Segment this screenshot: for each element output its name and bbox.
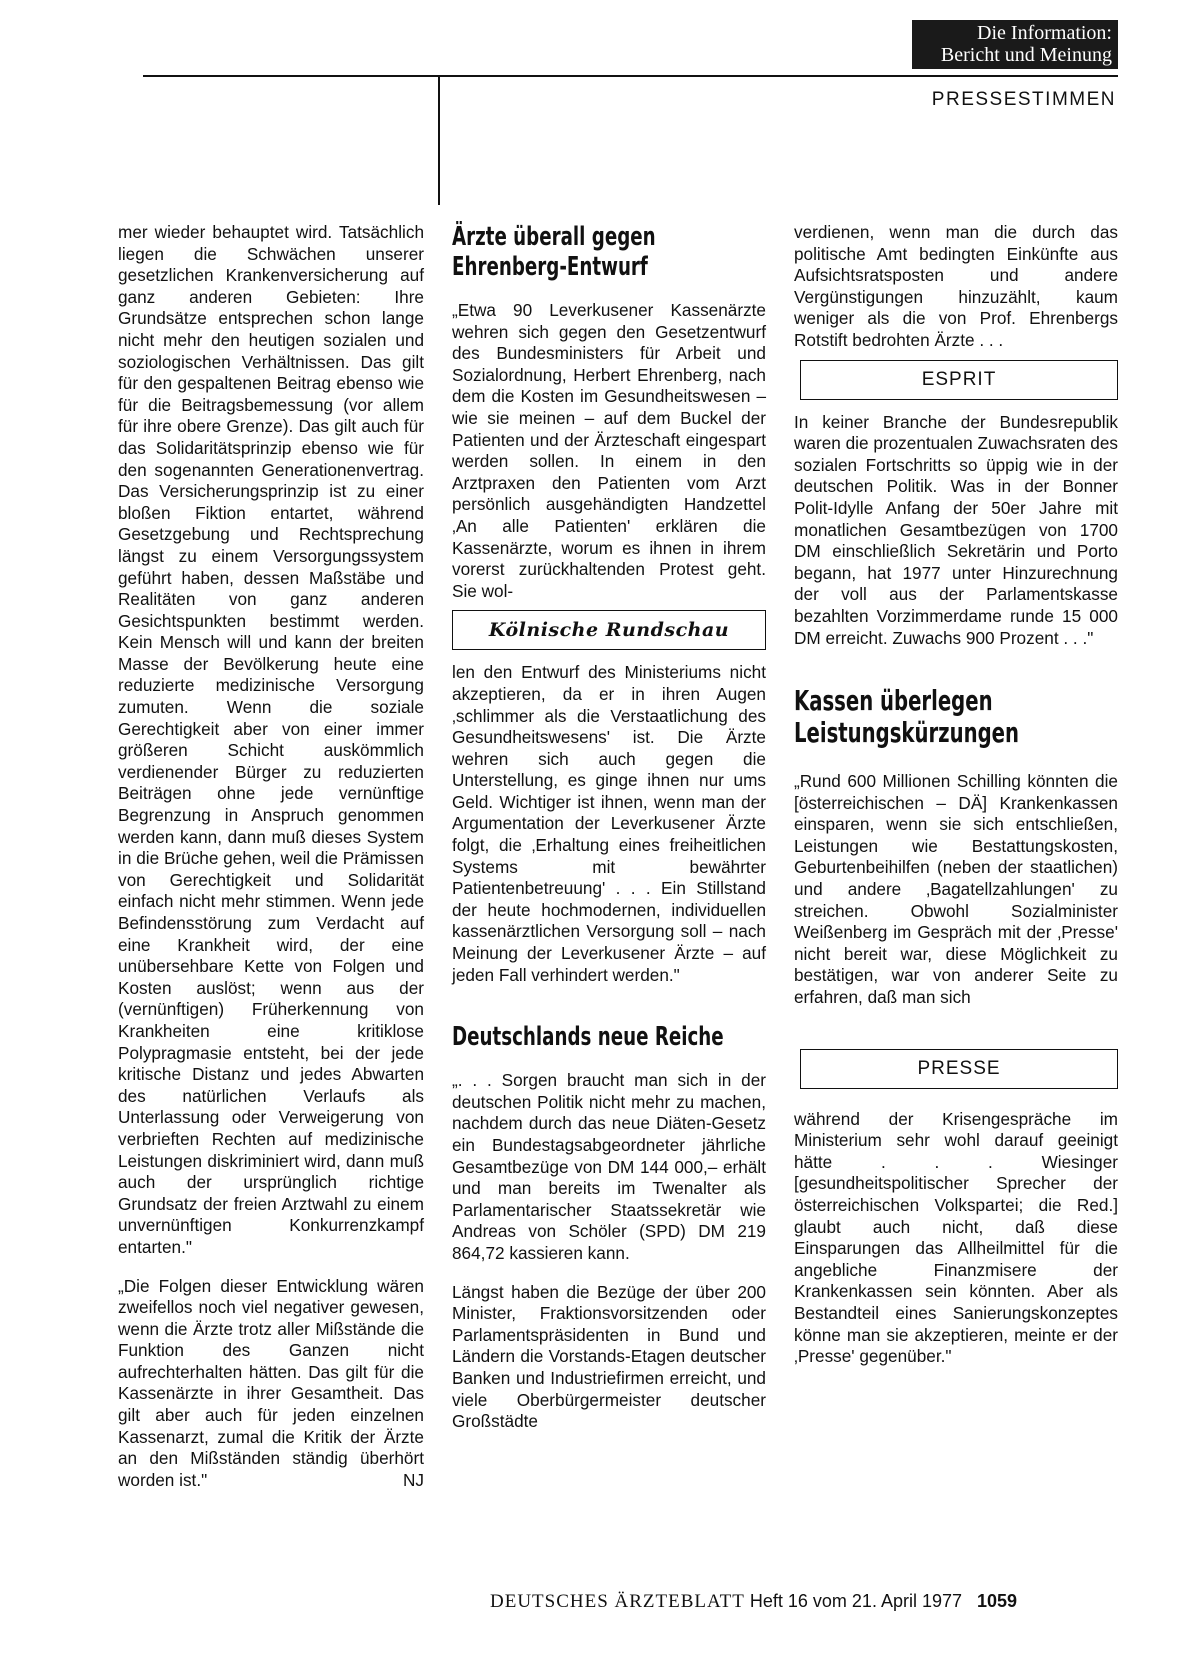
rubric-label (912, 20, 1118, 69)
column-1 (118, 222, 424, 1491)
header-rule (143, 75, 1118, 77)
rubric-line-2: Bericht und Meinung (940, 44, 1112, 66)
article-paragraph: In keiner Branche der Bundesrepublik waren die prozentualen Zuwachsraten des sozialen Fortschritts so üppig wie in der deutschen Politik. Was in der Bonner Polit-Idylle Anfang der 50er Jahre mit monatlichen Gesamtbezügen von 1700 DM einschließlich Sekretärin und Porto begann, hat 1977 unter Hinzurechnung der voll aus der Parlamentskasse bezahlten Vorzimmerdame runde 15 000 DM erreicht. Zuwachs 900 Prozent . . ." (794, 411, 1118, 648)
column-2 (452, 222, 766, 1433)
author-signature: NJ (402, 1469, 424, 1490)
rubric-line-1: Die Information: (977, 22, 1112, 44)
paragraph-text: „Die Folgen dieser Entwicklung wären zweifellos noch viel negativer gewesen, wenn die Ärzte trotz aller Mißstände die Funktion des Ganzen nicht aufrechterhalten hätten. Das gilt für die Kassenärzte in ihrer Gesamtheit. Das gilt aber auch für jeden einzelnen Kassenarzt, zumal die Kritik der Ärzte an den Mißständen ständig überhört worden ist." (118, 1275, 424, 1490)
article-paragraph: während der Krisengespräche im Ministerium sehr wohl darauf geeinigt hätte . . . Wiesinger [gesundheitspolitischer Sprecher der österreichischen Volkspartei; die Red.] glaubt auch nicht, daß diese Einsparungen das Allheilmittel für die angebliche Finanzmisere der Krankenkassen sein könnten. Aber als Bestandteil eines Sanierungskonzeptes könne man sie akzeptieren, meinte er der ‚Presse' gegenüber." (794, 1108, 1118, 1367)
source-box (800, 1049, 1118, 1089)
article-paragraph: len den Entwurf des Ministeriums nicht akzeptieren, da er in ihren Augen ‚schlimmer als die Verstaatlichung des Gesundheitswesens' ist. Die Ärzte wehren sich auch gegen die Unterstellung, es ginge ihnen nur ums Geld. Wichtiger ist ihnen, wenn man der Argumentation der Leverkusener Ärzte folgt, die ‚Erhaltung eines freiheitlichen Systems mit bewährter Patientenbetreuung' . . . Ein Stillstand der heute hochmodernen, individuellen kassenärztlichen Versorgung soll – nach Meinung der Leverkusener Ärzte – auf jeden Fall verhindert werden." (452, 662, 766, 985)
headline: Kassen überlegen Leistungskürzungen (794, 684, 1019, 750)
issue-info: Heft 16 vom 21. April 1977 (749, 1591, 962, 1611)
source-box (800, 360, 1118, 400)
article-paragraph: mer wieder behauptet wird. Tatsächlich liegen die Schwächen unserer gesetzlichen Krankenversicherung auf ganz anderen Gebieten: Ihre Grundsätze entsprechen schon lange nicht mehr den heutigen sozialen und soziologischen Verhältnissen. Das gilt für den gespaltenen Beitrag ebenso wie für die Beitragsbemessung (vor allem für ihre obere Grenze). Das gilt auch für das Solidaritätsprinzip ebenso wie für den sogenannten Generationenvertrag. Das Versicherungsprinzip ist zu einer bloßen Fiktion entartet, während Gesetzgebung und Rechtsprechung längst zu einem Versorgungssystem geführt haben, dessen Maßstäbe und Realitäten von ganz anderen Gesichtspunkten bestimmt werden. Kein Mensch will und kann der breiten Masse der Bevölkerung heute eine reduzierte medizinische Versorgung zumuten. Wenn die soziale Gerechtigkeit aber von einer immer größeren Schicht auskömmlich verdienender Bürger zu reduzierten Beiträgen ohne jede vernünftige Begrenzung in Anspruch genommen werden kann, dann muß dieses System in die Brüche gehen, weil die Prämissen von Gerechtigkeit und Solidarität einfach nicht mehr stimmen. Wenn jede Befindensstörung zum Verdacht auf eine Krankheit wird, der eine unübersehbare Kette von Folgen und Kosten auslöst; wenn aus der (vernünftigen) Früherkennung von Krankheiten eine kritiklose Polypragmasie entsteht, bei der jede kritische Distanz und jedes Abwarten des natürlichen Verlaufs als Unterlassung oder Verweigerung von verbrieften Rechten auf medizinische Leistungen diskriminiert wird, dann muß auch der ursprünglich richtige Grundsatz der freien Arztwahl zu einem unvernünftigen Konkurrenzkampf entarten." (118, 222, 424, 1257)
article-paragraph: „. . . Sorgen braucht man sich in der deutschen Politik nicht mehr zu machen, nachdem durch das neue Diäten-Gesetz ein Bundestagsabgeordneter jährliche Gesamtbezüge von DM 144 000,– erhält und man bereits im Twenalter als Parlamentarischer Staatssekretär wie Andreas von Schöler (SPD) DM 219 864,72 kassieren kann. (452, 1070, 766, 1263)
source-name: PRESSE (917, 1057, 1001, 1079)
source-name: ESPRIT (921, 368, 997, 390)
article-paragraph: „Rund 600 Millionen Schilling könnten die [österreichischen – DÄ] Krankenkassen einsparen, wenn sie sich entschließen, Leistungen wie Bestattungskosten, Geburtenbeihilfen (neben der staatlichen) und andere ‚Bagatellzahlungen' zu streichen. Obwohl Sozialminister Weißenberg im Gespräch mit der ‚Presse' nicht bereit war, diese Möglichkeit zu bestätigen, war von anderer Seite zu erfahren, daß man sich (794, 771, 1118, 1008)
page-footer (490, 1591, 1118, 1613)
column-divider (438, 75, 440, 205)
headline: Ärzte überall gegen Ehrenberg-Entwurf (452, 222, 656, 282)
headline: Deutschlands neue Reiche (452, 1022, 724, 1053)
article-paragraph: „Etwa 90 Leverkusener Kassenärzte wehren sich gegen den Gesetzentwurf des Bundesministers für Arbeit und Sozialordnung, Herbert Ehrenberg, nach dem die Kosten im Gesundheitswesen – wie sie meinen – auf dem Buckel der Patienten und der Ärzteschaft eingespart werden sollen. In einem in den Arztpraxen den Patienten vom Arzt persönlich ausgehändigten Handzettel ‚An alle Patienten' erklären die Kassenärzte, worum es ihnen in ihrem vorerst zurückhaltenden Protest geht. Sie wol- (452, 300, 766, 601)
newspaper-logo: Kölnische Rundschau (488, 619, 730, 642)
article-paragraph (118, 1276, 424, 1492)
journal-masthead: DEUTSCHES ÄRZTEBLATT (490, 1591, 745, 1612)
page-number: 1059 (977, 1591, 1018, 1611)
column-3 (794, 222, 1118, 1368)
article-paragraph: verdienen, wenn man die durch das politische Amt bedingten Einkünfte aus Aufsichtsratsposten und andere Vergünstigungen hinzuzählt, kaum weniger als die von Prof. Ehrenbergs Rotstift bedrohten Ärzte . . . (794, 222, 1118, 350)
source-box (452, 610, 766, 650)
article-paragraph: Längst haben die Bezüge der über 200 Minister, Fraktionsvorsitzenden oder Parlamentspräsidenten in Bund und Ländern die Vorstands-Etagen deutscher Banken und Industriefirmen erreicht, und viele Oberbürgermeister deutscher Großstädte (452, 1281, 766, 1432)
section-title: PRESSESTIMMEN (931, 89, 1116, 110)
